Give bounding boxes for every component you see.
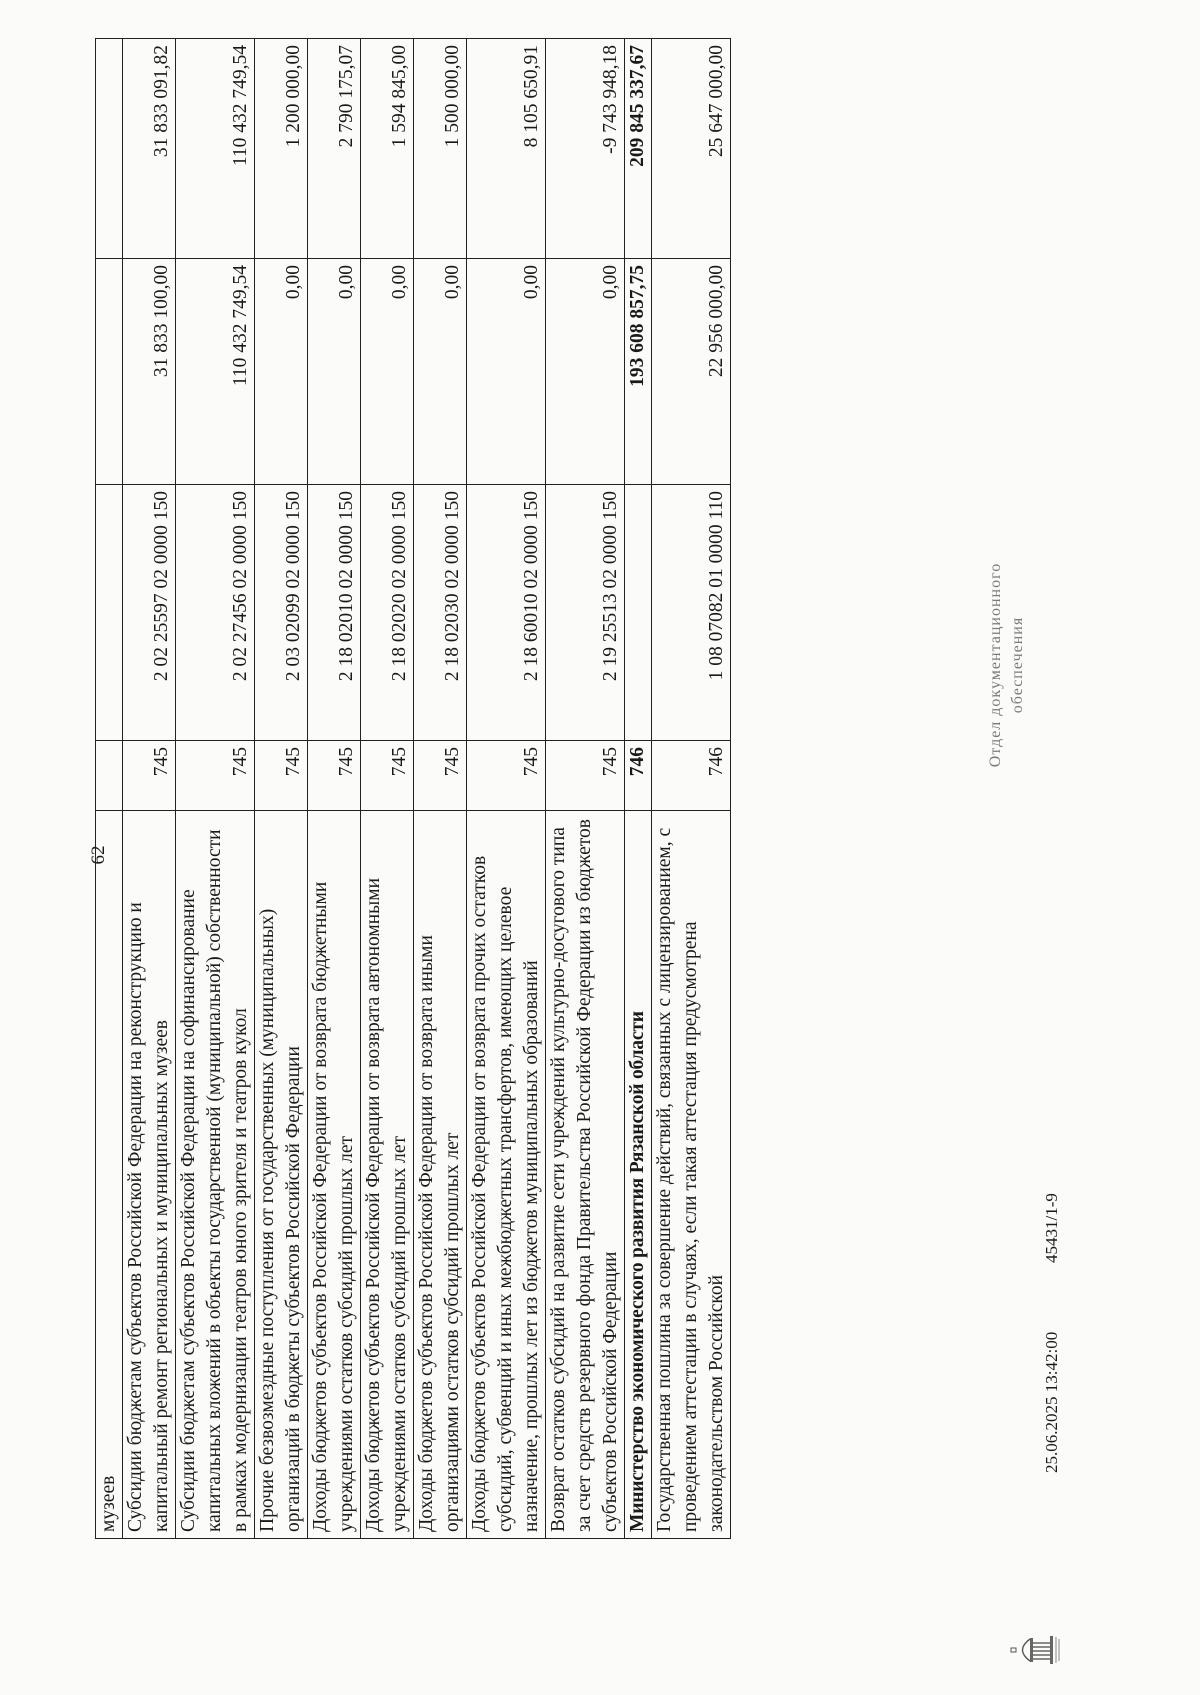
row-classification-code: 2 18 02030 02 0000 150	[414, 485, 467, 741]
row-name: Субсидии бюджетам субъектов Российской Федерации на реконструкцию и капитальный ремонт региональных и муниципальных музеев	[123, 811, 176, 1539]
row-classification-code: 2 18 02020 02 0000 150	[361, 485, 414, 741]
row-classification-code: 2 03 02099 02 0000 150	[255, 485, 308, 741]
row-name: Министерство экономического развития Рязанской области	[625, 811, 652, 1539]
table-row-ministry-total	[625, 39, 652, 1539]
footer-timestamp: 25.06.2025 13:42:00	[1042, 1331, 1061, 1473]
row-actual-amount: 8 105 650,91	[467, 39, 546, 259]
row-planned-amount: 0,00	[255, 259, 308, 485]
row-planned-amount: 0,00	[308, 259, 361, 485]
row-name: Государственная пошлина за совершение действий, связанных с лицензированием, с проведением аттестации в случаях, если такая аттестация предусмотрена законодательством Российской	[652, 811, 731, 1539]
row-planned-amount: 0,00	[467, 259, 546, 485]
row-name: Доходы бюджетов субъектов Российской Федерации от возврата бюджетными учреждениями остатков субсидий прошлых лет	[308, 811, 361, 1539]
row-classification-code: 1 08 07082 01 0000 110	[652, 485, 731, 741]
row-actual-amount: -9 743 948,18	[546, 39, 625, 259]
row-admin-code	[96, 741, 123, 811]
row-planned-amount: 22 956 000,00	[652, 259, 731, 485]
row-classification-code: 2 02 27456 02 0000 150	[176, 485, 255, 741]
row-actual-amount: 1 500 000,00	[414, 39, 467, 259]
row-admin-code: 745	[308, 741, 361, 811]
row-planned-amount: 193 608 857,75	[625, 259, 652, 485]
row-admin-code: 745	[546, 741, 625, 811]
row-classification-code: 2 18 60010 02 0000 150	[467, 485, 546, 741]
footer-document-number: 45431/1-9	[1042, 1193, 1061, 1263]
table-row	[546, 39, 625, 1539]
table-row	[652, 39, 731, 1539]
row-planned-amount	[96, 259, 123, 485]
table-row	[414, 39, 467, 1539]
row-classification-code: 2 18 02010 02 0000 150	[308, 485, 361, 741]
row-name: Доходы бюджетов субъектов Российской Федерации от возврата иными организациями остатков субсидий прошлых лет	[414, 811, 467, 1539]
row-name: Доходы бюджетов субъектов Российской Федерации от возврата прочих остатков субсидий, субвенций и иных межбюджетных трансфертов, имеющих целевое назначение, прошлых лет из бюджетов муниципальных образований	[467, 811, 546, 1539]
stamp-line-1: Отдел документационного	[987, 562, 1004, 768]
row-classification-code	[96, 485, 123, 741]
department-stamp	[985, 495, 1029, 835]
row-actual-amount: 25 647 000,00	[652, 39, 731, 259]
row-planned-amount: 110 432 749,54	[176, 259, 255, 485]
table-row	[255, 39, 308, 1539]
table-row	[176, 39, 255, 1539]
stamp-line-2: обеспечения	[1009, 616, 1026, 714]
table-row	[467, 39, 546, 1539]
row-planned-amount: 0,00	[546, 259, 625, 485]
row-admin-code: 745	[467, 741, 546, 811]
row-name: музеев	[96, 811, 123, 1539]
row-admin-code: 745	[123, 741, 176, 811]
row-admin-code: 745	[414, 741, 467, 811]
row-actual-amount: 2 790 175,07	[308, 39, 361, 259]
row-planned-amount: 0,00	[414, 259, 467, 485]
table-row	[308, 39, 361, 1539]
row-admin-code: 745	[361, 741, 414, 811]
row-classification-code: 2 02 25597 02 0000 150	[123, 485, 176, 741]
row-actual-amount: 1 594 845,00	[361, 39, 414, 259]
table-row	[96, 39, 123, 1539]
row-admin-code: 745	[176, 741, 255, 811]
duma-building-icon	[1010, 1635, 1062, 1665]
row-planned-amount: 0,00	[361, 259, 414, 485]
row-admin-code: 746	[625, 741, 652, 811]
table-row	[361, 39, 414, 1539]
row-classification-code	[625, 485, 652, 741]
row-name: Возврат остатков субсидий на развитие сети учреждений культурно-досугового типа за счет средств резервного фонда Правительства Российской Федерации из бюджетов субъектов Российской Федерации	[546, 811, 625, 1539]
row-name: Субсидии бюджетам субъектов Российской Федерации на софинансирование капитальных вложений в объекты государственной (муниципальной) собственности в рамках модернизации театров юного зрителя и театров кукол	[176, 811, 255, 1539]
budget-revenue-table	[95, 38, 731, 1539]
page-number: 62	[88, 845, 109, 865]
row-name: Прочие безвозмездные поступления от государственных (муниципальных) организаций в бюджеты субъектов Российской Федерации	[255, 811, 308, 1539]
row-name: Доходы бюджетов субъектов Российской Федерации от возврата автономными учреждениями остатков субсидий прошлых лет	[361, 811, 414, 1539]
row-actual-amount: 209 845 337,67	[625, 39, 652, 259]
row-admin-code: 746	[652, 741, 731, 811]
row-actual-amount	[96, 39, 123, 259]
row-classification-code: 2 19 25513 02 0000 150	[546, 485, 625, 741]
row-planned-amount: 31 833 100,00	[123, 259, 176, 485]
row-actual-amount: 31 833 091,82	[123, 39, 176, 259]
table-row	[123, 39, 176, 1539]
row-admin-code: 745	[255, 741, 308, 811]
row-actual-amount: 1 200 000,00	[255, 39, 308, 259]
row-actual-amount: 110 432 749,54	[176, 39, 255, 259]
